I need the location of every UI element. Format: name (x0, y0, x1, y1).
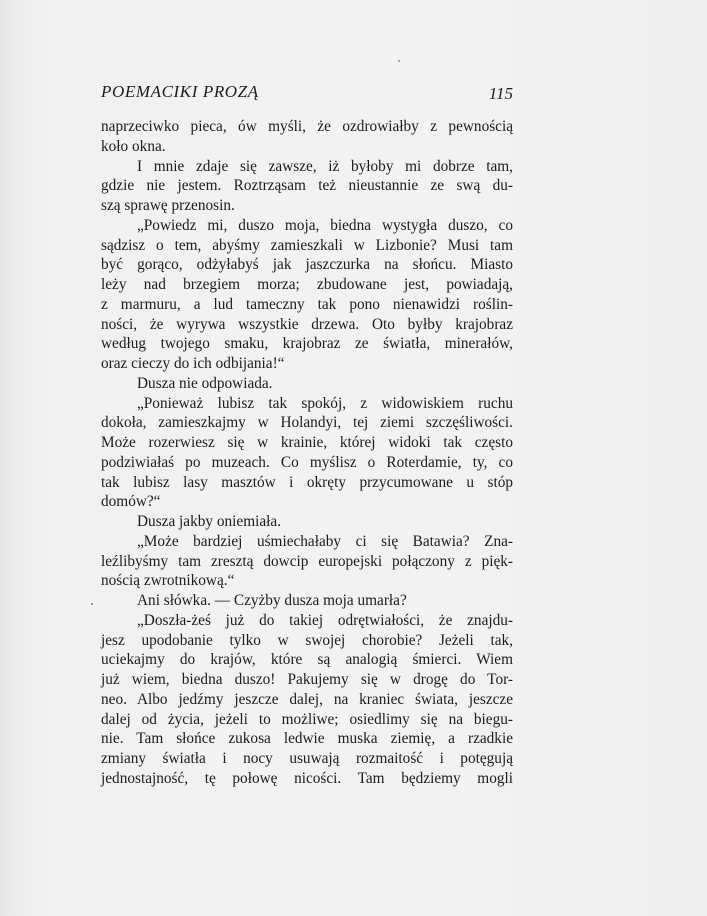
text-line: według twojego smaku, krajobraz ze światła, minerałów, (101, 335, 513, 353)
body-text (101, 117, 513, 789)
text-line: gdzie nie jestem. Roztrząsam też nieustannie ze swą du- (101, 177, 513, 195)
text-line: domów?“ (101, 493, 161, 511)
text-line: oraz cieczy do ich odbijania!“ (101, 355, 285, 372)
text-line: dalej od życia, jeżeli to możliwe; osiedlimy się na biegu- (101, 710, 513, 728)
paper-speck (91, 603, 93, 605)
text-line: „Powiedz mi, duszo moja, biedna wystygła duszo, co (137, 216, 513, 234)
page-number: 115 (488, 84, 513, 103)
running-title: POEMACIKI PROZĄ (101, 82, 259, 101)
text-line: ności, że wyrywa wszystkie drzewa. Oto byłby krajobraz (101, 315, 513, 333)
text-line: jesz upodobanie tylko w swojej chorobie? Jeżeli tak, (101, 631, 513, 649)
text-line: dokoła, zamieszkajmy w Holandyi, tej ziemi szczęśliwości. (101, 414, 513, 432)
text-line: „Może bardziej uśmiechałaby ci się Batawia? Zna- (137, 532, 513, 550)
text-line: jednostajność, tę połowę nicości. Tam będziemy mogli (101, 769, 513, 787)
text-line: Może rozerwiesz się w krainie, której widoki tak często (101, 434, 513, 451)
text-line: naprzeciwko pieca, ów myśli, że ozdrowiałby z pewnością (101, 118, 513, 135)
text-line: nością zwrotnikową.“ (101, 572, 235, 590)
text-line: sądzisz o tem, abyśmy zamieszkali w Lizbonie? Musi tam (101, 236, 513, 254)
text-line: leży nad brzegiem morza; zbudowane jest, powiadają, (101, 276, 513, 293)
text-line: Dusza jakby oniemiała. (137, 513, 281, 530)
text-line: uciekajmy do krajów, które są analogią śmierci. Wiem (101, 651, 513, 669)
text-line: I mnie zdaje się zawsze, iż byłoby mi dobrze tam, (137, 157, 513, 175)
text-line: koło okna. (101, 137, 166, 155)
text-line: podziwiałaś po muzeach. Co myślisz o Roterdamie, ty, co (101, 453, 513, 471)
text-line: już wiem, biedna duszo! Pakujemy się w drogę do Tor- (101, 671, 513, 688)
text-line: Ani słówka. — Czyżby dusza moja umarła? (137, 592, 407, 609)
text-line: być gorąco, odżyłabyś jak jaszczurka na słońcu. Miasto (101, 256, 513, 274)
text-line: neo. Albo jedźmy jeszcze dalej, na kraniec świata, jeszcze (101, 690, 513, 708)
text-line: z marmuru, a lud tameczny tak pono nienawidzi roślin- (101, 295, 513, 313)
text-line: „Doszła-żeś już do takiej odrętwiałości, że znajdu- (137, 611, 513, 629)
text-line: „Ponieważ lubisz tak spokój, z widowiskiem ruchu (137, 394, 513, 412)
text-line: leźlibyśmy tam zresztą dowcip europejski połączony z pięk- (101, 552, 513, 570)
text-line: tak lubisz lasy masztów i okręty przycumowane u stóp (101, 473, 513, 491)
page-header (101, 82, 513, 108)
text-line: nie. Tam słońce zukosa ledwie muska ziemię, a rzadkie (101, 730, 513, 748)
text-line: Dusza nie odpowiada. (137, 374, 273, 392)
paper-speck (398, 60, 400, 62)
text-line: zmiany światła i nocy usuwają rozmaitość i potęgują (101, 750, 513, 767)
text-line: szą sprawę przenosin. (101, 197, 235, 214)
